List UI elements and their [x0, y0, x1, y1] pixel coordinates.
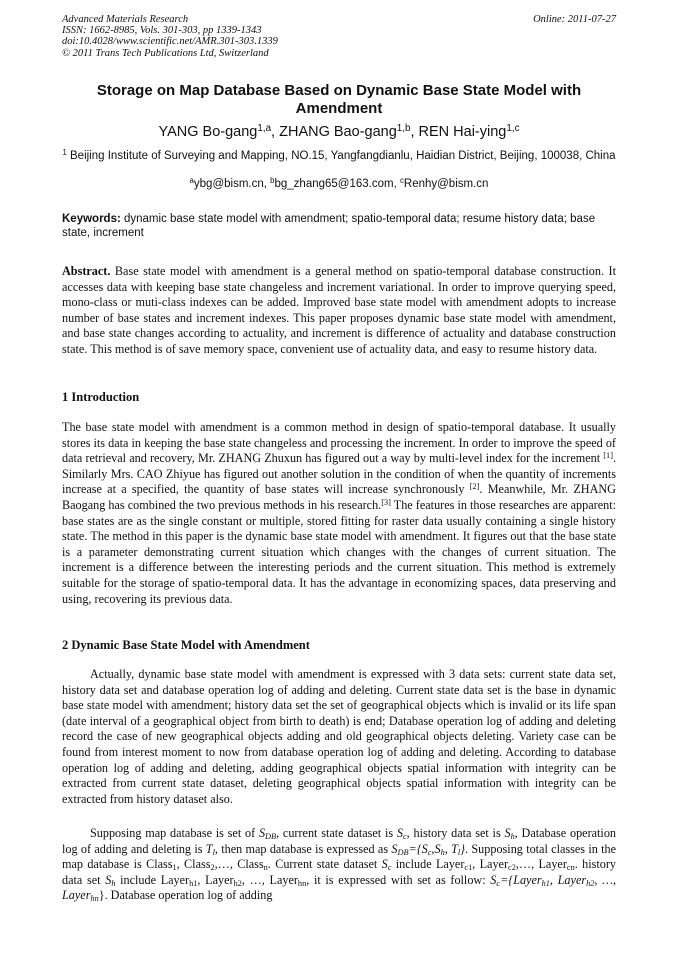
- math-subscript: c1: [464, 863, 473, 873]
- math-symbol: T: [451, 841, 458, 856]
- math-subscript: c2: [508, 863, 516, 873]
- section-heading-introduction: 1 Introduction: [62, 390, 140, 404]
- keywords-label: Keywords:: [62, 213, 121, 225]
- text-run: . history data set: [62, 857, 616, 887]
- author-affiliation-mark: 1,c: [506, 123, 520, 135]
- math-symbol: S: [381, 857, 388, 872]
- email-separator: ,: [393, 178, 400, 190]
- journal-issn: ISSN: 1662-8985, Vols. 301-303, pp 1339-1343: [62, 25, 262, 37]
- text-run: , Layer: [472, 857, 509, 872]
- math-subscript: cn: [566, 863, 575, 873]
- math-subscript: h1: [189, 878, 198, 888]
- math-operator: ,: [444, 841, 448, 856]
- author-name: ZHANG Bao-gang: [279, 124, 397, 140]
- email-separator: ,: [263, 178, 271, 190]
- math-subscript: l: [212, 847, 215, 857]
- math-subscript: c: [427, 847, 432, 857]
- math-subscript: hn: [297, 878, 307, 888]
- email-address: Renhy@bism.cn: [403, 178, 489, 190]
- email-address: ybg@bism.cn: [193, 178, 264, 190]
- journal-copyright: © 2011 Trans Tech Publications Ltd, Switzerland: [62, 47, 269, 59]
- math-symbol: Layer: [513, 872, 542, 887]
- introduction-paragraph: [62, 420, 616, 607]
- affiliation-text: Beijing Institute of Surveying and Mapping, NO.15, Yangfangdianlu, Haidian District, Beijing, 100038, China: [66, 150, 616, 162]
- affiliation-mark: 1: [62, 148, 67, 158]
- intro-text: . Similarly Mrs. CAO Zhiyue has figured out another solution in the condition of when the quantity of increments increase at a specified, the quantity of base states will increase synchronously: [62, 451, 616, 497]
- text-run: . Supposing total classes in the map database is Class: [62, 841, 617, 872]
- math-subscript: n: [263, 863, 268, 873]
- abstract-text: Base state model with amendment is a general method on spatio-temporal database construction. It accesses data with keeping base state changeless and increment variational. In order to improve querying speed, mono-class or muti-class indexes can be added. Improved base state model with amendment adopts to increase number of base states and increment indexes. This paper proposes dynamic base state model with amendment, and base state changes according to actuality, and increment is difference of actuality and database construction state. This method is of save memory space, convenient use of actuality data, and easy to resume history data.: [62, 264, 616, 356]
- citation-ref: [3]: [381, 497, 391, 507]
- math-subscript: c: [496, 878, 501, 888]
- author-separator: ,: [410, 124, 419, 140]
- text-run: , it is expressed with set as follow:: [306, 872, 491, 887]
- text-run: , …, Layer: [241, 872, 298, 887]
- author-emails: [62, 177, 616, 191]
- author-separator: ,: [271, 124, 280, 140]
- citation-ref: [1]: [603, 451, 613, 461]
- text-run: . Current state dataset: [267, 857, 382, 872]
- online-date: Online: 2011-07-27: [533, 14, 616, 25]
- intro-text: . Meanwhile, Mr. ZHANG Baogang has combined the two previous methods in his research.: [62, 482, 616, 512]
- keywords-text: dynamic base state model with amendment; spatio-temporal data; resume history data; base state, increment: [62, 213, 596, 239]
- keywords: [62, 212, 616, 240]
- math-subscript: h1: [541, 878, 550, 888]
- author-name: YANG Bo-gang: [158, 124, 258, 140]
- text-run: , Layer: [197, 872, 234, 887]
- email-mark: b: [270, 176, 275, 186]
- math-operator: ={: [408, 841, 422, 856]
- math-subscript: c: [402, 832, 407, 842]
- text-run: , then map database is expressed as: [214, 841, 392, 856]
- math-subscript: h2: [233, 878, 242, 888]
- text-run: include Layer: [115, 872, 190, 887]
- math-symbol: S: [434, 841, 441, 856]
- affiliation: [62, 150, 616, 164]
- math-symbol: S: [391, 841, 398, 856]
- math-subscript: h: [111, 878, 116, 888]
- text-run: , current state dataset is: [276, 826, 397, 840]
- math-symbol: S: [105, 872, 112, 887]
- math-subscript: DB: [397, 847, 409, 857]
- section-heading-model: 2 Dynamic Base State Model with Amendment: [62, 638, 310, 652]
- text-run: }. Database operation log of adding: [98, 888, 273, 903]
- math-subscript: h: [440, 847, 445, 857]
- math-symbol: T: [205, 841, 213, 856]
- math-symbol: Layer: [557, 872, 587, 887]
- author-name: REN Hai-ying: [418, 124, 507, 140]
- math-subscript: 2: [210, 863, 215, 873]
- math-symbol: Layer: [62, 888, 91, 903]
- math-operator: ={: [500, 872, 514, 887]
- email-address: bg_zhang65@163.com: [274, 178, 394, 190]
- intro-text: The base state model with amendment is a common method in design of spatio-temporal database. It usually stores its data in keeping the base state changeless and processing the increment. In order to improve the speed of data retrieval and recovery, Mr. ZHANG Zhuxun has figured out a way by multi-level index for the increment: [62, 420, 616, 466]
- math-symbol: S: [421, 841, 428, 856]
- math-subscript: h: [510, 832, 515, 842]
- text-run: , Class: [176, 857, 211, 872]
- text-run: , history data set is: [406, 826, 505, 840]
- text-run: ,…, Layer: [515, 857, 567, 872]
- paper-title: Storage on Map Database Based on Dynamic Base State Model with Amendment: [96, 82, 582, 117]
- journal-header: [62, 14, 616, 59]
- math-operator: ,: [431, 841, 435, 856]
- text-run: , Database operation log of adding and deleting is: [62, 826, 617, 856]
- intro-text: The features in those researches are apparent: base states are as the single constant or multiple, stored fitting for raster data usually containing a single history state. The method in this paper is the dynamic base state model with amendment. It figures out that the base state is a parameter demonstrating current situation which changes with the changes of current situation. The increment is a difference between the interesting periods and the current situation. This method is extremely suitable for the storage of spatio-temporal data. It has the advantage in economizing spaces, data preserving and using, recovering its previous data.: [62, 497, 616, 606]
- abstract: [62, 264, 616, 358]
- author-affiliation-mark: 1,a: [257, 123, 272, 135]
- text-run: ,…, Class: [214, 857, 264, 872]
- email-mark: c: [399, 176, 404, 186]
- math-operator: ,: [549, 872, 558, 887]
- math-operator: , …,: [594, 872, 616, 887]
- journal-doi: doi:10.4028/www.scientific.net/AMR.301-303.1339: [62, 36, 278, 48]
- journal-name: Advanced Materials Research: [62, 14, 189, 25]
- math-subscript: h2: [586, 878, 595, 888]
- math-subscript: c: [387, 863, 392, 873]
- math-operator: }: [460, 841, 466, 856]
- math-symbol: S: [504, 826, 511, 840]
- text-run: include Layer: [391, 857, 465, 872]
- math-subscript: hn: [90, 894, 99, 904]
- email-mark: a: [189, 176, 194, 186]
- author-affiliation-mark: 1,b: [396, 123, 411, 135]
- math-symbol: S: [490, 872, 497, 887]
- abstract-label: Abstract.: [62, 264, 111, 278]
- citation-ref: [2]: [469, 482, 480, 492]
- math-subscript: DB: [265, 832, 277, 842]
- model-paragraph-2: [62, 826, 616, 904]
- text-run: Supposing map database is set of: [90, 826, 259, 840]
- model-paragraph-1: Actually, dynamic base state model with amendment is expressed with 3 data sets: current state data set, history data set and database operation log of adding and deleting. Current state data set is the base in dynamic base state model with amendment; history data set the set of geographical objects which is invalid or its life span (date interval of a geographical object from birth to death) is end; Database operation log of adding and deleting record the case of new geographical objects adding and old geographical objects deleting. Variety case can be found from interest moment to now from database operation log of adding and deleting. According to database operation log of adding and deleting, adding geographical objects spatial information with integrity can be extracted from current state dataset, deleting geographical objects spatial information with integrity can be extracted from history dataset also.: [62, 667, 616, 806]
- math-subscript: l: [457, 847, 461, 857]
- math-symbol: S: [396, 826, 403, 840]
- math-subscript: 1: [172, 863, 177, 873]
- author-list: [62, 123, 616, 141]
- math-symbol: S: [258, 826, 266, 840]
